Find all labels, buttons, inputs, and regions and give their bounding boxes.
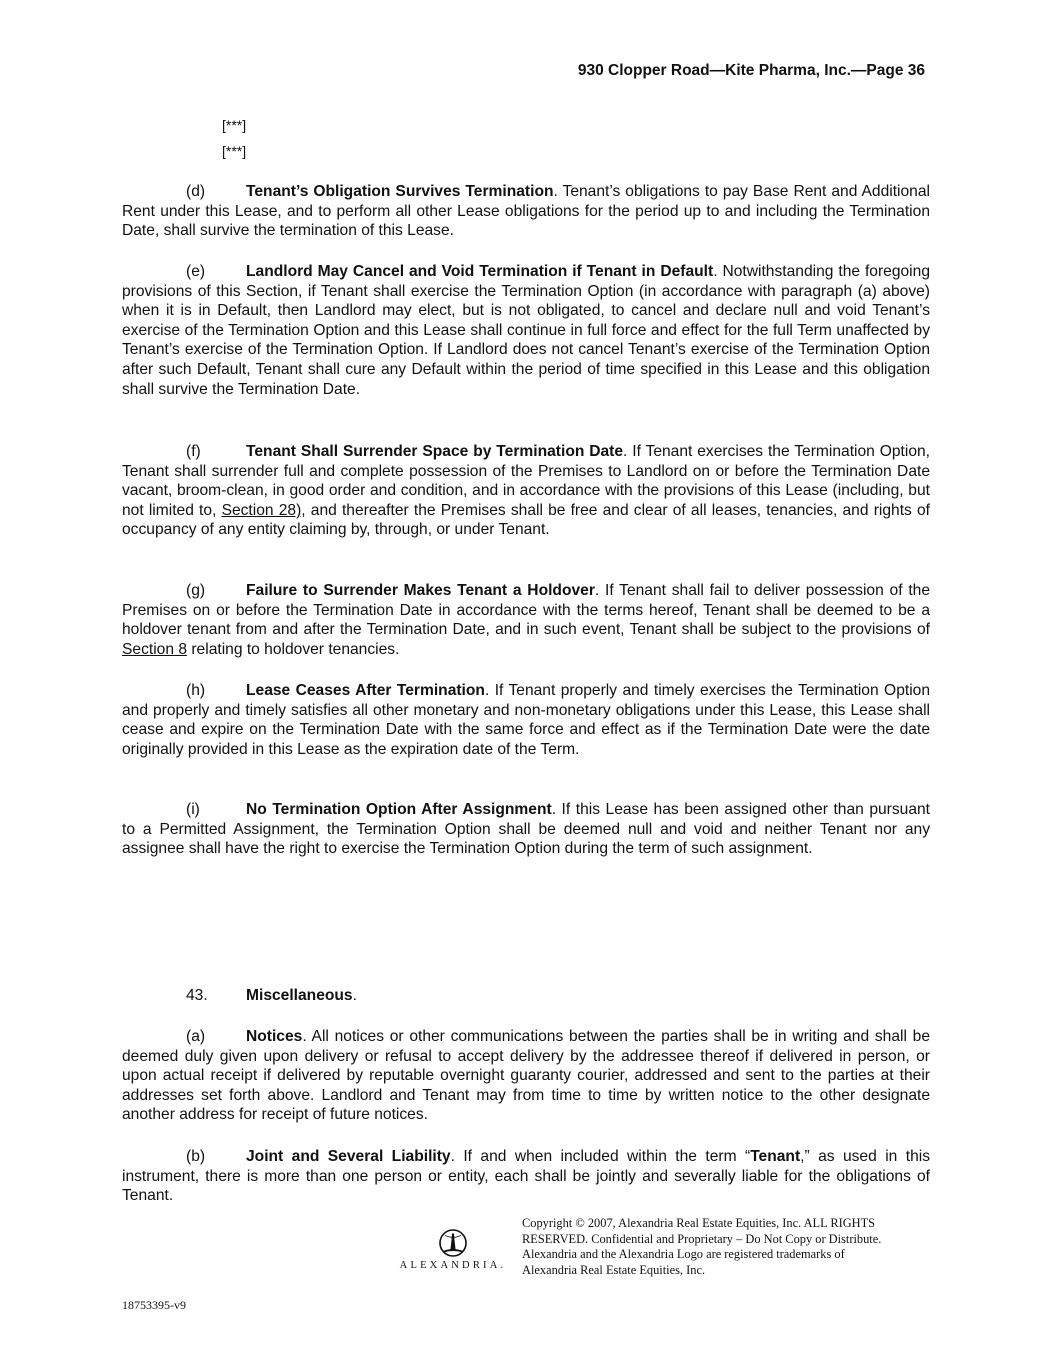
paragraph-title: Notices: [246, 1028, 303, 1045]
defined-term: Tenant: [750, 1148, 801, 1165]
paragraph-title: Landlord May Cancel and Void Termination if Tenant in Default: [246, 263, 714, 280]
paragraph-title: Joint and Several Liability: [246, 1148, 451, 1165]
paragraph-i: [122, 800, 930, 859]
paragraph-43b: [122, 1147, 930, 1206]
redaction-marker: [***]: [222, 143, 247, 159]
section-title-period: .: [352, 987, 357, 1004]
paragraph-body: ,” as used in this instrument, there is more than one person or entity, each shall be jointly and severally liable for the obligations of Tenant.: [122, 1148, 930, 1205]
paragraph-43a: [122, 1027, 930, 1125]
alexandria-logo: [388, 1228, 518, 1271]
section-reference-link[interactable]: Section 28),: [221, 501, 306, 519]
paragraph-title: Tenant’s Obligation Survives Termination: [246, 183, 554, 200]
paragraph-body: . If Tenant shall fail to deliver possession of the Premises on or before the Termination Date in accordance with the terms hereof, Tenant shall be deemed to be a holdover tenant from and after the Termination Date, and in such event, Tenant shall be subject to the provisions of: [122, 582, 930, 639]
paragraph-title: Lease Ceases After Termination: [246, 682, 485, 699]
lighthouse-icon: [438, 1228, 468, 1258]
paragraph-number: (i): [186, 801, 200, 818]
paragraph-e: [122, 262, 930, 399]
paragraph-d: [122, 182, 930, 241]
document-id: 18753395-v9: [122, 1298, 186, 1312]
paragraph-g: [122, 581, 930, 659]
paragraph-body: . Notwithstanding the foregoing provisions of this Section, if Tenant shall exercise the Termination Option (in accordance with paragraph (a) above) when it is in Default, then Landlord may elect, but is not obligated, to cancel and declare null and void Tenant’s exercise of the Termination Option and this Lease shall continue in full force and effect for the full Term unaffected by Tenant’s exercise of the Termination Option. If Landlord does not cancel Tenant’s exercise of the Termination Option after such Default, Tenant shall cure any Default within the period of time specified in this Lease and this obligation shall survive the Termination Date.: [122, 263, 930, 398]
paragraph-h: [122, 681, 930, 759]
paragraph-body: . If this Lease has been assigned other than pursuant to a Permitted Assignment, the Termination Option shall be deemed null and void and neither Tenant nor any assignee shall have the right to exercise the Termination Option during the term of such assignment.: [122, 801, 931, 858]
paragraph-number: (e): [186, 263, 206, 280]
paragraph-number: (b): [186, 1148, 206, 1165]
paragraph-number: (d): [186, 183, 206, 200]
paragraph-title: No Termination Option After Assignment: [246, 801, 552, 818]
paragraph-body: . All notices or other communications between the parties shall be in writing and shall be deemed duly given upon delivery or refusal to accept delivery by the addressee thereof if delivered in person, or upon actual receipt if delivered by reputable overnight guaranty courier, addressed and sent to the parties at their addresses set forth above. Landlord and Tenant may from time to time by written notice to the other designate another address for receipt of future notices.: [122, 1028, 930, 1124]
paragraph-body: . If and when included within the term “: [450, 1148, 751, 1165]
section-number: 43.: [186, 987, 208, 1004]
redaction-marker: [***]: [222, 117, 247, 133]
paragraph-body: relating to holdover tenancies.: [187, 640, 400, 658]
paragraph-number: (g): [186, 582, 206, 599]
paragraph-number: (h): [186, 682, 206, 699]
paragraph-body: . Tenant’s obligations to pay Base Rent and Additional Rent under this Lease, and to perform all other Lease obligations for the period up to and including the Termination Date, shall survive the termination of this Lease.: [122, 183, 930, 240]
paragraph-body: . If Tenant exercises the Termination Option, Tenant shall surrender full and complete possession of the Premises to Landlord on or before the Termination Date vacant, broom-clean, in good order and condition, and in accordance with the provisions of this Lease (including, but not limited to,: [122, 443, 930, 519]
section-reference-link[interactable]: Section 8: [122, 640, 188, 658]
paragraph-number: (a): [186, 1028, 206, 1045]
copyright-notice: Copyright © 2007, Alexandria Real Estate Equities, Inc. ALL RIGHTS RESERVED. Confidential and Proprietary – Do Not Copy or Distribute. Alexandria and the Alexandria Logo are registered trademarks of Alexandria Real Estate Equities, Inc.: [522, 1216, 882, 1277]
paragraph-number: (f): [186, 443, 201, 460]
page-header: 930 Clopper Road—Kite Pharma, Inc.—Page 36: [577, 62, 925, 79]
section-title: Miscellaneous: [246, 987, 353, 1004]
paragraph-f: [122, 442, 930, 540]
paragraph-body: and thereafter the Premises shall be free and clear of all leases, tenancies, and rights of occupancy of any entity claiming by, through, or under Tenant.: [122, 501, 930, 539]
logo-wordmark: ALEXANDRIA.: [399, 1260, 507, 1271]
paragraph-title: Tenant Shall Surrender Space by Termination Date: [246, 443, 624, 460]
paragraph-body: . If Tenant properly and timely exercises the Termination Option and properly and timely satisfies all other monetary and non-monetary obligations under this Lease, this Lease shall cease and expire on the Termination Date with the same force and effect as if the Termination Date were the date originally provided in this Lease as the expiration date of the Term.: [122, 682, 931, 758]
paragraph-title: Failure to Surrender Makes Tenant a Holdover: [246, 582, 595, 599]
section-heading-43: [186, 987, 357, 1005]
